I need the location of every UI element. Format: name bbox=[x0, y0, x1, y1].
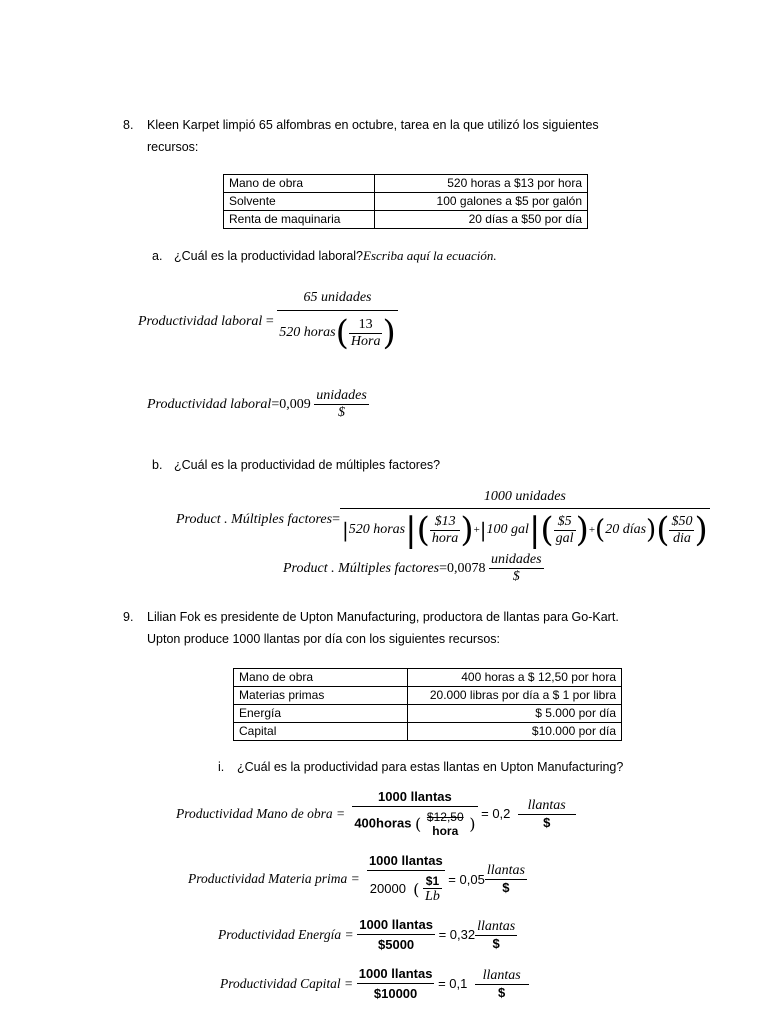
table-row bbox=[234, 705, 622, 723]
eq-numerator: 1000 llantas bbox=[358, 966, 433, 981]
table-cell: Solvente bbox=[224, 193, 375, 211]
eq-unit-num: llantas bbox=[527, 797, 566, 813]
eq-denominator: 400horas bbox=[354, 815, 412, 831]
table-cell: 520 horas a $13 por hora bbox=[375, 175, 588, 193]
table-cell: Capital bbox=[234, 723, 408, 741]
q8b-question: ¿Cuál es la productividad de múltiples factores? bbox=[174, 458, 441, 472]
eq-unit-num: llantas bbox=[477, 918, 516, 934]
q8b-label: b. bbox=[152, 458, 163, 472]
table-cell: 20 días a $50 por día bbox=[375, 211, 588, 229]
table-row bbox=[224, 175, 588, 193]
q8a-question-row bbox=[174, 245, 497, 267]
eq-denominator: 520 horas ( $\frac{13}{\text{Hora}}$ ) bbox=[277, 310, 398, 353]
q9-equation-material: Productividad Materia prima = 1000 llantas 20000 ( $\frac{\$1}{Lb}$ = 0,05 $\frac{\text{llantas}}{\$}$ bbox=[188, 853, 525, 904]
table-cell: 20.000 libras por día a $ 1 por libra bbox=[408, 687, 622, 705]
eq-fraction bbox=[277, 290, 398, 353]
q8b-equation2: Product . Múltiples factores = 0,0078 $\frac{\text{unidades}}{\$}$ bbox=[283, 552, 542, 584]
table-cell: Mano de obra bbox=[234, 669, 408, 687]
eq-unit-num: unidades bbox=[490, 552, 542, 567]
eq-denominator: $5000 bbox=[357, 934, 435, 952]
q8-number: 8. bbox=[123, 118, 134, 132]
eq-unit-den: $ bbox=[475, 935, 517, 951]
q9i-question: ¿Cuál es la productividad para estas llantas en Upton Manufacturing? bbox=[237, 760, 624, 774]
q8a-equation1: Productividad laboral = 65 unidades 520 horas ( $\frac{13}{\text{Hora}}$ ) bbox=[138, 290, 396, 353]
eq-unit-den: $ bbox=[485, 879, 527, 895]
q8a-label: a. bbox=[152, 249, 163, 263]
q8-text-line2: recursos: bbox=[147, 140, 199, 154]
q9i-label: i. bbox=[218, 760, 225, 774]
eq-term2-num: $5 bbox=[557, 513, 572, 529]
eq-den-main: 520 horas bbox=[279, 325, 336, 340]
eq-unit-den: $ bbox=[314, 404, 369, 421]
eq-term2: 100 gal bbox=[486, 522, 529, 537]
table-cell: 100 galones a $5 por galón bbox=[375, 193, 588, 211]
eq-fraction bbox=[340, 489, 710, 550]
eq-lhs: Productividad Energía = bbox=[218, 926, 354, 942]
eq-lhs: Productividad laboral bbox=[147, 396, 272, 412]
table-cell: $ 5.000 por día bbox=[408, 705, 622, 723]
eq-inner-den: Lb bbox=[425, 889, 440, 904]
eq-unit-num: unidades bbox=[316, 388, 367, 403]
table-cell: Energía bbox=[234, 705, 408, 723]
eq-term3-num: $50 bbox=[671, 513, 693, 529]
eq-lhs: Product . Múltiples factores bbox=[283, 560, 440, 576]
eq-term2-den: gal bbox=[555, 530, 574, 546]
table-cell: Materias primas bbox=[234, 687, 408, 705]
q8a-question: ¿Cuál es la productividad laboral? bbox=[174, 249, 363, 263]
eq-numerator: 1000 unidades bbox=[483, 489, 566, 504]
eq-denominator: $10000 bbox=[357, 983, 435, 1001]
eq-unit-den: $ bbox=[489, 568, 544, 585]
eq-lhs: Productividad Mano de obra = bbox=[176, 805, 346, 821]
table-cell: Renta de maquinaria bbox=[224, 211, 375, 229]
q8-resources-table bbox=[223, 174, 588, 229]
eq-unit-num: llantas bbox=[482, 967, 521, 983]
eq-denominator: | 520 horas |( $\frac{\$13}{\text{hora}}$ ) + | 100 gal |( $\frac{\$5}{\text{gal}}$ ) + ( 20 días ) ( $\frac{\$50}{\text{dia}}$ ) bbox=[341, 510, 708, 550]
eq-term1-den: hora bbox=[431, 530, 459, 546]
q8b-equation1: Product . Múltiples factores = 1000 unidades | 520 horas |( $\frac{\$13}{\text{hora}}$ ) + | 100 gal |( $\frac{\$5}{\text{gal}}$ ) + ( 20 días ) ( $\frac{\$50}{\text{dia}}$ ) bbox=[176, 489, 708, 550]
eq-term1-num: $13 bbox=[434, 513, 456, 529]
q8a-equation2: Productividad laboral = 0,009 $\frac{\text{unidades}}{\$}$ bbox=[147, 388, 367, 420]
q9-text-line2: Upton produce 1000 llantas por día con los siguientes recursos: bbox=[147, 632, 500, 646]
eq-lhs: Productividad laboral bbox=[138, 313, 263, 329]
eq-term3-den: dia bbox=[669, 530, 694, 547]
eq-term1: 520 horas bbox=[348, 522, 406, 537]
table-row bbox=[234, 687, 622, 705]
q8-text-line1: Kleen Karpet limpió 65 alfombras en octubre, tarea en la que utilizó los siguientes bbox=[147, 118, 599, 132]
eq-denominator: 20000 bbox=[369, 880, 406, 896]
eq-inner-den: Hora bbox=[350, 333, 381, 349]
eq-term3: 20 días bbox=[605, 522, 647, 537]
eq-inner-num: $12,50 bbox=[426, 810, 464, 824]
eq-value: = 0,32 bbox=[438, 927, 476, 942]
eq-unit-den: $ bbox=[518, 814, 576, 830]
eq-inner-num: $1 bbox=[425, 874, 440, 888]
eq-value: = 0,2 bbox=[481, 806, 511, 821]
eq-numerator: 1000 llantas bbox=[378, 789, 452, 804]
eq-numerator: 1000 llantas bbox=[359, 917, 433, 932]
eq-unit-num: llantas bbox=[486, 863, 525, 878]
equation-placeholder[interactable]: Escriba aquí la ecuación. bbox=[363, 248, 497, 263]
eq-value: 0,0078 bbox=[446, 560, 486, 576]
q9-equation-labor: Productividad Mano de obra = 1000 llantas 400horas ( $12,50 hora ) = 0,2 $\frac{\text{llantas}}{\$}$ bbox=[176, 789, 576, 838]
q9-number: 9. bbox=[123, 610, 134, 624]
q9-equation-capital bbox=[220, 966, 529, 1001]
table-cell: Mano de obra bbox=[224, 175, 375, 193]
eq-value: = 0,1 bbox=[438, 976, 468, 991]
table-row bbox=[224, 211, 588, 229]
eq-value: 0,009 bbox=[279, 396, 311, 412]
eq-inner-num: 13 bbox=[358, 316, 373, 332]
table-cell: 400 horas a $ 12,50 por hora bbox=[408, 669, 622, 687]
table-row bbox=[234, 723, 622, 741]
eq-numerator: 1000 llantas bbox=[368, 853, 443, 868]
eq-inner-den: hora bbox=[432, 824, 459, 838]
eq-lhs: Productividad Capital = bbox=[220, 975, 354, 991]
q9-text-line1: Lilian Fok es presidente de Upton Manufacturing, productora de llantas para Go-Kart. bbox=[147, 610, 619, 624]
eq-value: = 0,05 bbox=[448, 871, 485, 887]
table-row bbox=[234, 669, 622, 687]
eq-lhs: Productividad Materia prima = bbox=[188, 871, 360, 886]
table-row bbox=[224, 193, 588, 211]
eq-numerator: 65 unidades bbox=[303, 290, 372, 305]
eq-lhs: Product . Múltiples factores bbox=[176, 511, 333, 527]
table-cell: $10.000 por día bbox=[408, 723, 622, 741]
eq-unit-den: $ bbox=[475, 984, 529, 1000]
q9-equation-energy bbox=[218, 917, 517, 952]
q9-resources-table bbox=[233, 668, 622, 741]
